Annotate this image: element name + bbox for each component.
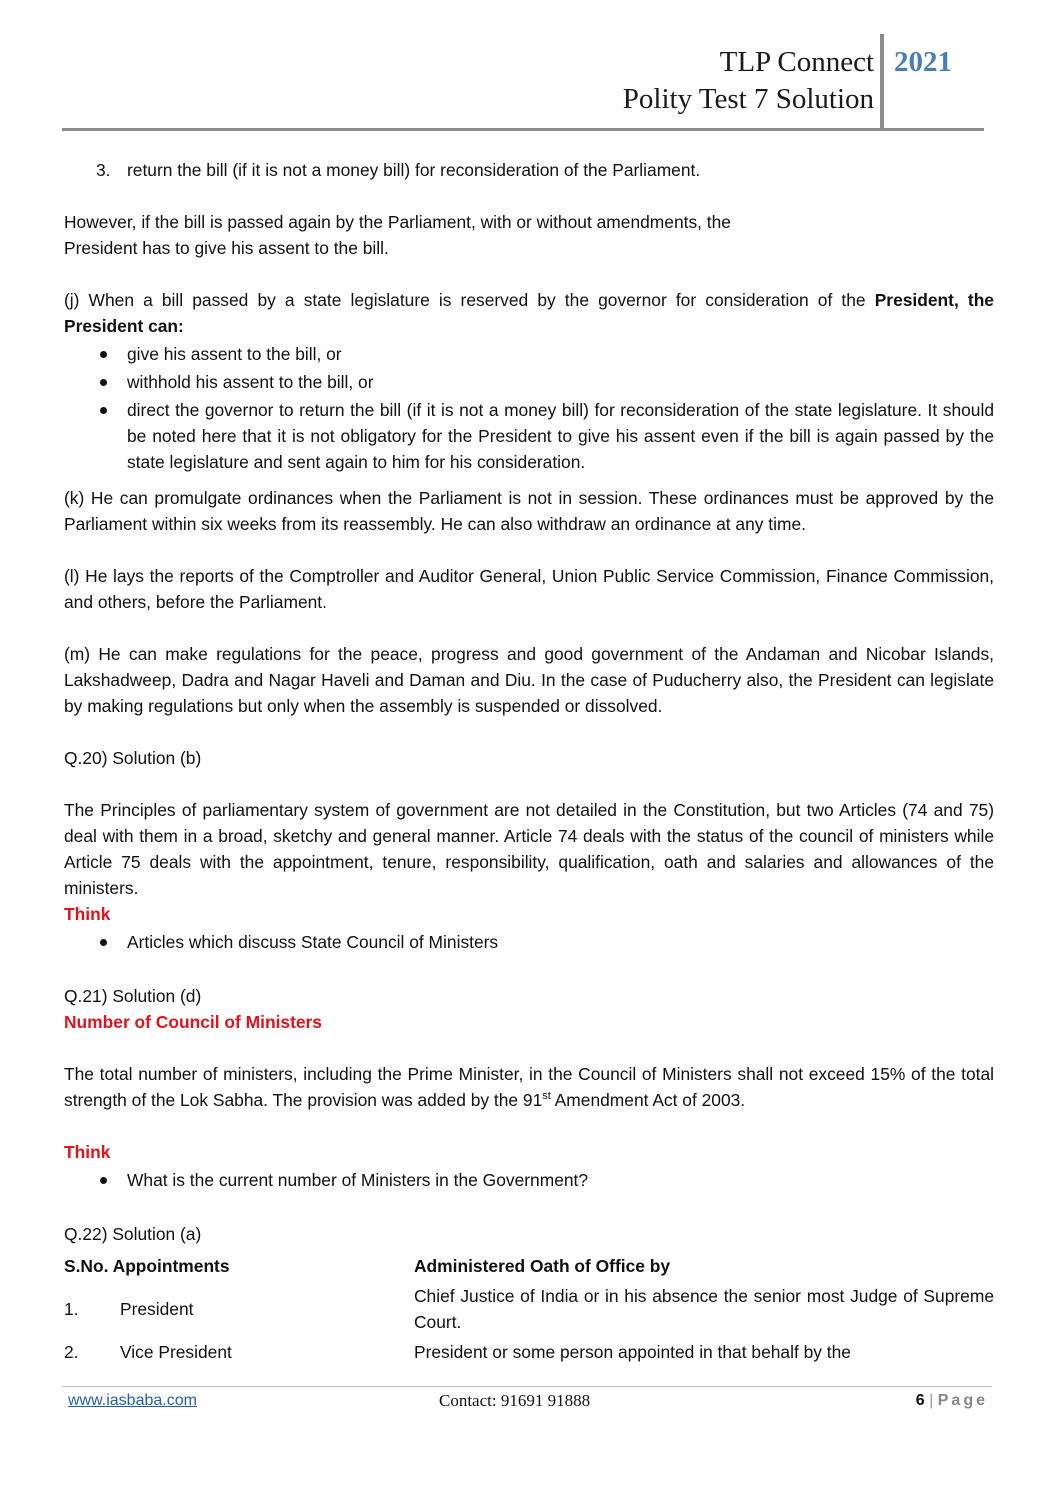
q20-think-list: [64, 929, 994, 955]
table-cell-no: 1.: [64, 1299, 79, 1319]
table-row: [64, 1337, 994, 1367]
table-header-row: [64, 1251, 994, 1281]
numbered-item-3: [64, 157, 994, 183]
paragraph-k: (k) He can promulgate ordinances when the Parliament is not in session. These ordinances must be approved by the Parliament within six weeks from its reassembly. He can also withdraw an ordinance at any time.: [64, 488, 994, 534]
item-text: return the bill (if it is not a money bill) for reconsideration of the Parliament.: [127, 160, 701, 180]
q21-think-label: Think: [64, 1142, 111, 1162]
table-cell-appointment: President: [120, 1299, 194, 1319]
q21-heading: Q.21) Solution (d): [64, 986, 202, 1006]
page-number-separator: |: [929, 1392, 934, 1409]
paragraph-however-line2: President has to give his assent to the bill.: [64, 238, 389, 258]
page-label: Page: [937, 1392, 988, 1409]
q22-heading: Q.22) Solution (a): [64, 1224, 202, 1244]
header-rule: [62, 128, 984, 131]
paragraph-however-line1: However, if the bill is passed again by the Parliament, with or without amendments, the: [64, 212, 731, 232]
q21-superscript: st: [542, 1090, 551, 1103]
table-cell-oath: Chief Justice of India or in his absence the senior most Judge of Supreme Court.: [414, 1286, 994, 1332]
list-item: withhold his assent to the bill, or: [64, 369, 994, 395]
paragraph-j-bold: President, the President can:: [64, 290, 994, 336]
table-header-appointments: S.No. Appointments: [64, 1256, 230, 1276]
q21-think-list: [64, 1167, 994, 1193]
footer-rule: [62, 1386, 992, 1387]
paragraph-l: (l) He lays the reports of the Comptroller and Auditor General, Union Public Service Commission, Finance Commission, and others, before the Parliament.: [64, 566, 994, 612]
q21-paragraph-b: Amendment Act of 2003.: [550, 1090, 746, 1110]
table-row: [64, 1281, 994, 1337]
q20-paragraph: The Principles of parliamentary system of government are not detailed in the Constitution, but two Articles (74 and 75) deal with them in a broad, sketchy and general manner. Article 74 deals with the status of the council of ministers while Article 75 deals with the appointment, tenure, responsibility, qualification, oath and salaries and allowances of the ministers.: [64, 800, 994, 898]
page-content: [64, 157, 994, 1367]
q21-subheading: Number of Council of Ministers: [64, 1012, 322, 1032]
item-number: 3.: [96, 160, 111, 180]
page-footer: [62, 1386, 992, 1416]
website-link[interactable]: www.iasbaba.com: [68, 1392, 197, 1409]
q21-paragraph: [64, 1061, 994, 1113]
paragraph-j-intro: (j) When a bill passed by a state legislature is reserved by the governor for consideration of the: [64, 290, 875, 310]
list-item: What is the current number of Ministers in the Government?: [64, 1167, 994, 1193]
table-cell-oath: President or some person appointed in that behalf by the: [414, 1342, 851, 1362]
page-number: [916, 1392, 988, 1410]
paragraph-however: [64, 209, 994, 261]
table-header-oath: Administered Oath of Office by: [414, 1256, 671, 1276]
j-bullet-list: [64, 341, 994, 475]
list-item: direct the governor to return the bill (if it is not a money bill) for reconsideration of the state legislature. It should be noted here that it is not obligatory for the President to give his assent even if the bill is again passed by the state legislature and sent again to him for his consideration.: [64, 397, 994, 475]
oath-table: [64, 1251, 994, 1367]
contact-info: Contact: 91691 91888: [439, 1391, 591, 1410]
header-title-line2: Polity Test 7 Solution: [622, 83, 874, 115]
header-title-line1: TLP Connect: [719, 46, 874, 78]
list-item: Articles which discuss State Council of Ministers: [64, 929, 994, 955]
header-year: 2021: [894, 46, 952, 78]
table-cell-no: 2.: [64, 1342, 79, 1362]
list-item: give his assent to the bill, or: [64, 341, 994, 367]
q20-heading: Q.20) Solution (b): [64, 748, 202, 768]
page-number-value: 6: [915, 1392, 925, 1409]
header-divider: [880, 34, 884, 130]
paragraph-j: [64, 287, 994, 339]
paragraph-m: (m) He can make regulations for the peace, progress and good government of the Andaman and Nicobar Islands, Lakshadweep, Dadra and Nagar Haveli and Daman and Diu. In the case of Puducherry also, the President can legislate by making regulations but only when the assembly is suspended or dissolved.: [64, 644, 994, 716]
q20-think-label: Think: [64, 904, 111, 924]
header-titles: [623, 44, 874, 118]
table-cell-appointment: Vice President: [120, 1342, 232, 1362]
page-header: [62, 34, 984, 132]
q21-paragraph-a: The total number of ministers, including the Prime Minister, in the Council of Ministers shall not exceed 15% of the total strength of the Lok Sabha. The provision was added by the 91: [64, 1064, 994, 1110]
